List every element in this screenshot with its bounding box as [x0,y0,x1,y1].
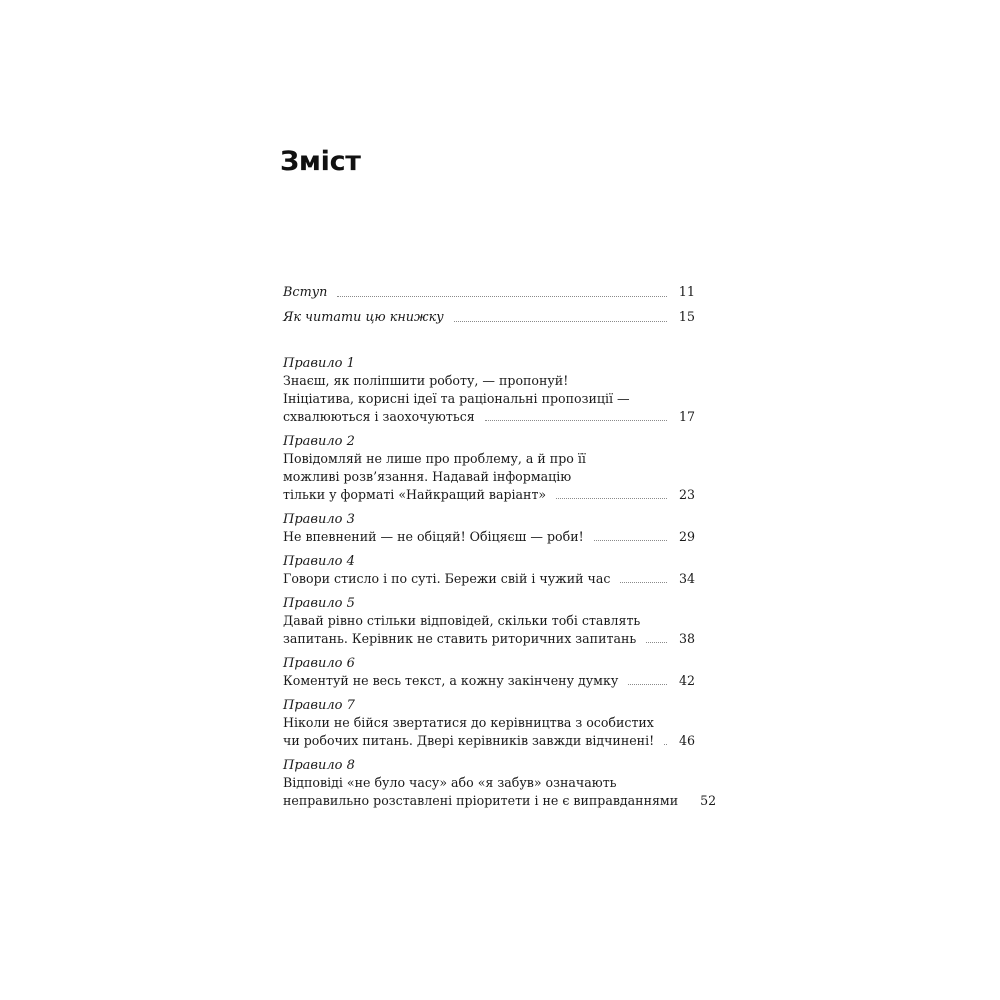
toc-page-number: 29 [678,529,695,544]
toc-entry-intro [283,277,695,302]
toc-page-number: 15 [678,310,695,325]
rule-title-last-line [283,528,695,546]
toc-page-number: 23 [678,487,695,502]
dot-leader [454,321,667,322]
toc-rule-entry [283,595,695,648]
dot-leader [485,420,667,421]
rule-title-last-line [283,408,695,426]
toc-page-number: 52 [700,793,717,808]
toc-rule-entry [283,511,695,546]
dot-leader [556,498,667,499]
rule-title-line: Знаєш, як поліпшити роботу, — пропонуй! [283,373,569,388]
dot-leader [620,582,667,583]
toc-rule-entry [283,757,717,810]
rule-label: Правило 8 [283,758,355,773]
toc-entry-title: Як читати цю книжку [283,310,444,325]
page-title: Зміст [280,146,361,177]
toc-rule-entry [283,355,695,426]
toc-entry-title: Вступ [283,285,328,300]
rule-title-line: чи робочих питань. Двері керівників завжди відчинені! [283,733,655,748]
rule-title-line: запитань. Керівник не ставить риторичних запитань [283,631,637,646]
rule-title-line: Коментуй не весь текст, а кожну закінчену думку [283,673,619,688]
dot-leader [594,540,667,541]
toc-page-number: 42 [678,673,695,688]
toc-rule-entry [283,655,695,690]
rule-title-last-line [283,792,717,810]
toc-entry-how-to-read [283,302,695,327]
rule-label: Правило 5 [283,596,355,611]
dot-leader [664,744,667,745]
rule-title-line: Говори стисло і по суті. Бережи свій і чужий час [283,571,611,586]
rule-label: Правило 3 [283,512,355,527]
toc-page-number: 17 [678,409,695,424]
dot-leader [337,296,666,297]
table-of-contents [283,277,717,810]
rule-title-line: Давай рівно стільки відповідей, скільки тобі ставлять [283,613,641,628]
toc-page-number: 34 [678,571,695,586]
toc-rule-entry [283,697,695,750]
rule-label: Правило 1 [283,356,355,371]
rule-title-line: Не впевнений — не обіцяй! Обіцяєш — роби! [283,529,584,544]
rule-title-last-line [283,570,695,588]
rule-label: Правило 4 [283,554,355,569]
rule-label: Правило 6 [283,656,355,671]
dot-leader [646,642,667,643]
toc-page-number: 11 [678,285,695,300]
dot-leader [628,684,667,685]
rule-title-line: Повідомляй не лише про проблему, а й про її [283,451,586,466]
rule-title-line: Ініціатива, корисні ідеї та раціональні пропозиції — [283,391,630,406]
rule-title-line: можливі розв’язання. Надавай інформацію [283,469,572,484]
rule-title-line: неправильно розставлені пріоритети і не є виправданнями [283,793,679,808]
toc-page-number: 46 [678,733,695,748]
toc-rule-entry [283,433,695,504]
rule-title-line: тільки у форматі «Найкращий варіант» [283,487,547,502]
rule-title-last-line [283,672,695,690]
rule-title-line: схвалюються і заохочуються [283,409,475,424]
rule-title-last-line [283,732,695,750]
rule-title-line: Відповіді «не було часу» або «я забув» означають [283,775,617,790]
rule-title-last-line [283,630,695,648]
toc-rule-entry [283,553,695,588]
toc-page-number: 38 [678,631,695,646]
rule-title-line: Ніколи не бійся звертатися до керівництва з особистих [283,715,654,730]
rule-label: Правило 2 [283,434,355,449]
rule-label: Правило 7 [283,698,355,713]
rules-list [283,355,717,810]
rule-title-last-line [283,486,695,504]
